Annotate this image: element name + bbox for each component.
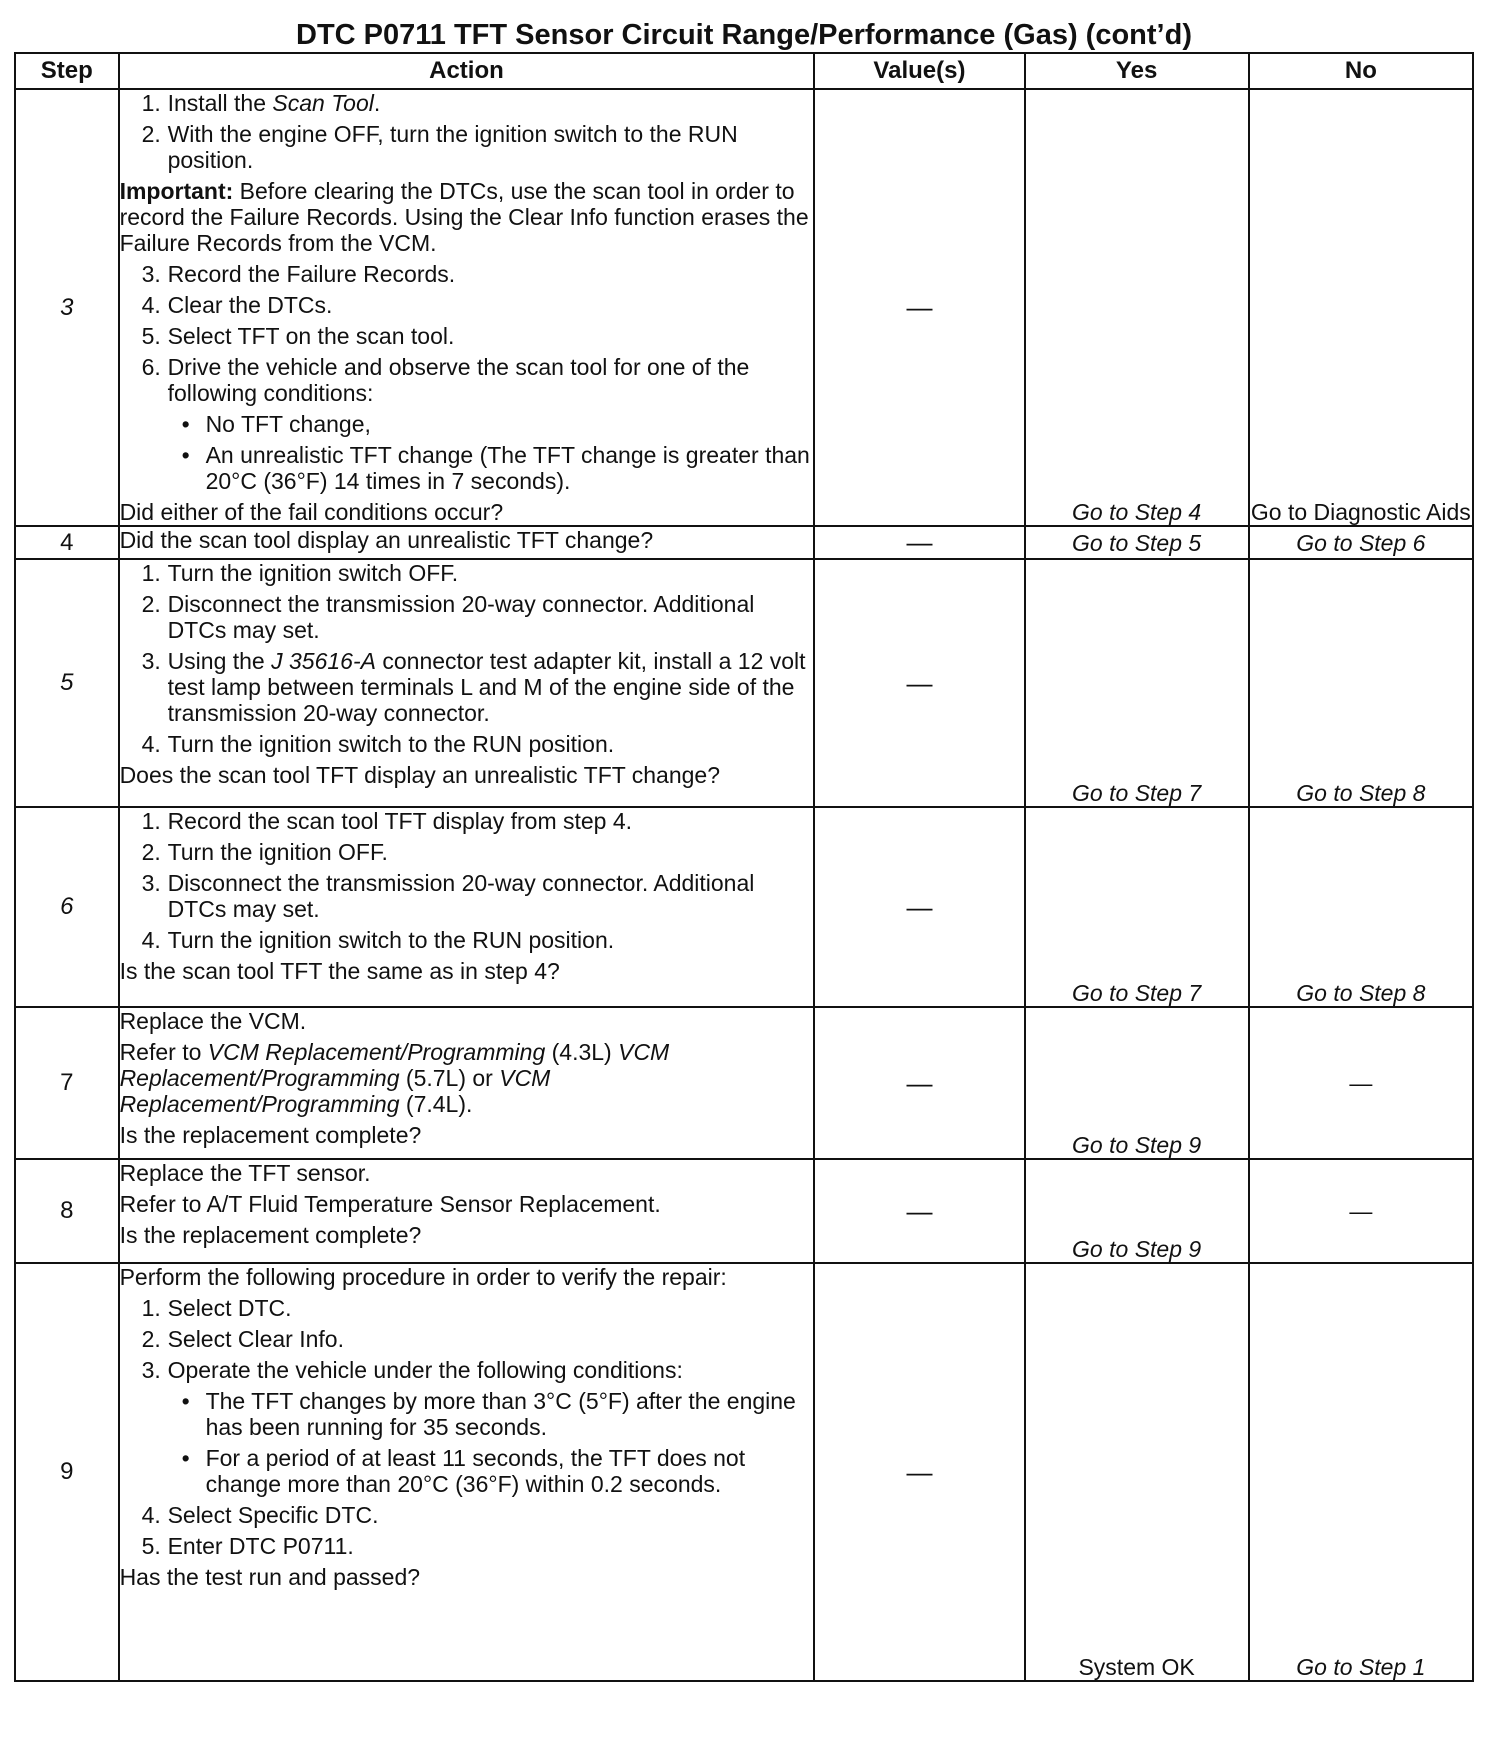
action-intro: Perform the following procedure in order to verify the repair:: [119, 1264, 727, 1290]
no-cell: Go to Step 8: [1249, 559, 1473, 807]
action-item: 1. Record the scan tool TFT display from step 4.: [141, 808, 633, 834]
action-question: Is the replacement complete?: [119, 1222, 422, 1248]
bullet-item: • The TFT changes by more than 3°C (5°F) after the engine has been running for 35 seconds.: [181, 1388, 796, 1440]
value-cell: —: [814, 1159, 1024, 1263]
no-cell: —: [1249, 1159, 1473, 1263]
action-reference: Refer to VCM Replacement/Programming (4.3L) VCM Replacement/Programming (5.7L) or VCM Replacement/Programming (7.4L).: [119, 1039, 670, 1117]
action-item: 3. Disconnect the transmission 20-way connector. Additional DTCs may set.: [141, 870, 755, 922]
bullet-item: • No TFT change,: [181, 411, 371, 437]
step-number: 8: [15, 1159, 119, 1263]
action-question: Does the scan tool TFT display an unrealistic TFT change?: [119, 762, 721, 788]
step-number: 7: [15, 1007, 119, 1159]
action-line: Refer to A/T Fluid Temperature Sensor Replacement.: [119, 1191, 661, 1217]
action-cell: [119, 1159, 815, 1263]
yes-cell: Go to Step 5: [1025, 526, 1249, 559]
action-cell: [119, 89, 815, 526]
diagnostic-table: [14, 52, 1474, 1682]
header-step: Step: [15, 53, 119, 89]
action-item: 1. Turn the ignition switch OFF.: [141, 560, 459, 586]
value-cell: —: [814, 807, 1024, 1007]
table-row-step-9: [15, 1263, 1473, 1681]
value-cell: —: [814, 89, 1024, 526]
yes-cell: Go to Step 7: [1025, 559, 1249, 807]
table-row-step-7: [15, 1007, 1473, 1159]
no-cell: Go to Step 1: [1249, 1263, 1473, 1681]
bullet-item: • For a period of at least 11 seconds, the TFT does not change more than 20°C (36°F) within 0.2 seconds.: [181, 1445, 746, 1497]
table-row-step-6: [15, 807, 1473, 1007]
bullet-item: • An unrealistic TFT change (The TFT change is greater than 20°C (36°F) 14 times in 7 seconds).: [181, 442, 810, 494]
table-row-step-3: [15, 89, 1473, 526]
value-cell: —: [814, 1263, 1024, 1681]
action-item: 1. Select DTC.: [141, 1295, 292, 1321]
step-number: 9: [15, 1263, 119, 1681]
action-item: 3. Using the J 35616-A connector test adapter kit, install a 12 volt test lamp between terminals L and M of the engine side of the transmission 20-way connector.: [141, 648, 806, 726]
action-question: Did the scan tool display an unrealistic TFT change?: [119, 527, 654, 553]
step-number: 5: [15, 559, 119, 807]
step-number: 6: [15, 807, 119, 1007]
header-row: [15, 53, 1473, 89]
yes-cell: System OK: [1025, 1263, 1249, 1681]
value-cell: —: [814, 1007, 1024, 1159]
action-item: 3. Record the Failure Records.: [141, 261, 456, 287]
yes-cell: Go to Step 9: [1025, 1159, 1249, 1263]
header-no: No: [1249, 53, 1473, 89]
action-item: 2. Select Clear Info.: [141, 1326, 344, 1352]
table-row-step-4: [15, 526, 1473, 559]
yes-cell: Go to Step 9: [1025, 1007, 1249, 1159]
yes-cell: Go to Step 7: [1025, 807, 1249, 1007]
value-cell: —: [814, 559, 1024, 807]
step-number: 3: [15, 89, 119, 526]
no-cell: Go to Diagnostic Aids: [1249, 89, 1473, 526]
action-item: 2. With the engine OFF, turn the ignition switch to the RUN position.: [141, 121, 738, 173]
action-line: Replace the VCM.: [119, 1008, 307, 1034]
action-cell: [119, 526, 815, 559]
header-action: Action: [119, 53, 815, 89]
action-item: 2. Disconnect the transmission 20-way connector. Additional DTCs may set.: [141, 591, 755, 643]
action-item: 4. Turn the ignition switch to the RUN position.: [141, 731, 615, 757]
action-item: 3. Operate the vehicle under the following conditions:: [141, 1357, 683, 1383]
action-item: 1. Install the Scan Tool.: [141, 90, 381, 116]
table-row-step-8: [15, 1159, 1473, 1263]
action-item: 6. Drive the vehicle and observe the scan tool for one of the following conditions:: [141, 354, 750, 406]
page-title: DTC P0711 TFT Sensor Circuit Range/Performance (Gas) (cont’d): [296, 19, 1192, 51]
action-line: Replace the TFT sensor.: [119, 1160, 371, 1186]
no-cell: Go to Step 6: [1249, 526, 1473, 559]
action-cell: [119, 1007, 815, 1159]
action-cell: [119, 559, 815, 807]
action-item: 4. Select Specific DTC.: [141, 1502, 379, 1528]
no-cell: Go to Step 8: [1249, 807, 1473, 1007]
action-question: Did either of the fail conditions occur?: [119, 499, 504, 525]
value-cell: —: [814, 526, 1024, 559]
action-question: Has the test run and passed?: [119, 1564, 421, 1590]
action-item: 5. Select TFT on the scan tool.: [141, 323, 455, 349]
step-number: 4: [15, 526, 119, 559]
table-row-step-5: [15, 559, 1473, 807]
action-item: 2. Turn the ignition OFF.: [141, 839, 388, 865]
action-item: 4. Clear the DTCs.: [141, 292, 333, 318]
action-question: Is the scan tool TFT the same as in step 4?: [119, 958, 560, 984]
action-question: Is the replacement complete?: [119, 1122, 422, 1148]
action-cell: [119, 807, 815, 1007]
header-yes: Yes: [1025, 53, 1249, 89]
important-note: Important: Before clearing the DTCs, use the scan tool in order to record the Failure Records. Using the Clear Info function erases the Failure Records from the VCM.: [119, 178, 809, 256]
header-values: Value(s): [814, 53, 1024, 89]
action-cell: [119, 1263, 815, 1681]
action-item: 4. Turn the ignition switch to the RUN position.: [141, 927, 615, 953]
action-item: 5. Enter DTC P0711.: [141, 1533, 354, 1559]
yes-cell: Go to Step 4: [1025, 89, 1249, 526]
no-cell: —: [1249, 1007, 1473, 1159]
